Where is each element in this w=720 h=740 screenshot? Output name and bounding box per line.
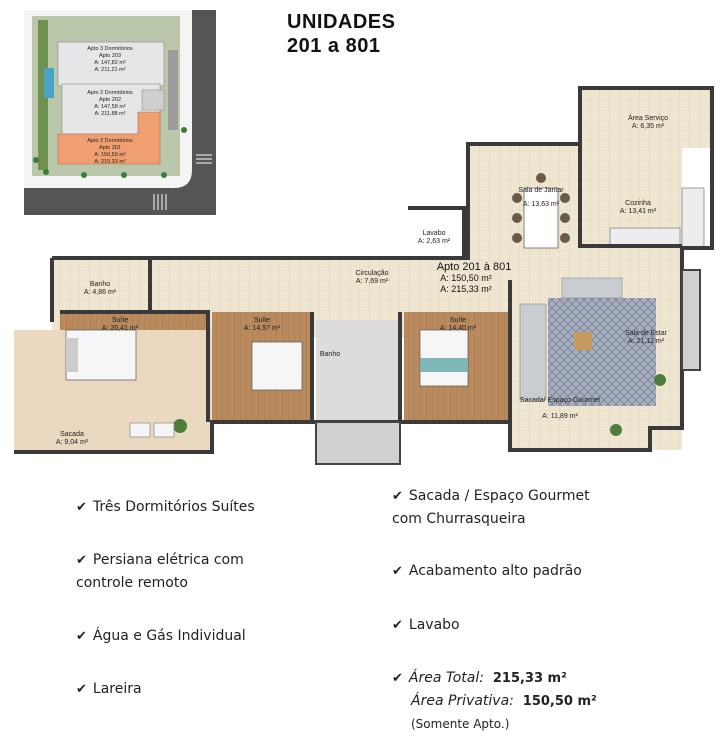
kitchen-island — [610, 228, 680, 246]
feature-gourmet — [392, 485, 590, 530]
feature-lavabo-text: Lavabo — [408, 617, 460, 633]
room-suite-1-area: A: 20,41 m² — [101, 325, 139, 332]
dining-table — [524, 188, 558, 248]
room-kitchen-name: Cozinha — [625, 200, 651, 207]
title-line-2: 201 a 801 — [287, 35, 381, 57]
check-icon: ✔ — [392, 489, 403, 504]
feature-blinds-line-1: Persiana elétrica com — [92, 552, 244, 568]
floor-plan-drawing — [0, 80, 720, 470]
unit-201-name: Apto 3 Dormitórios — [87, 138, 133, 144]
feature-blinds-line-2: controle remoto — [76, 575, 188, 591]
area-private-label: Área Privativa: — [411, 693, 514, 709]
room-lavabo-name: Lavabo — [422, 230, 446, 237]
unit-203-apt: Apto 203 — [98, 53, 122, 59]
room-suite-3-name: Suíte — [449, 317, 467, 324]
check-icon: ✔ — [392, 564, 403, 579]
room-lavabo-area: A: 2,63 m² — [417, 238, 451, 245]
feature-finishing — [392, 560, 582, 583]
bed-suite-1-pillow — [66, 338, 78, 372]
living-sofa-top — [562, 278, 622, 298]
room-service-name: Área Serviço — [627, 115, 669, 122]
check-icon: ✔ — [76, 682, 87, 697]
balcony-chair-1 — [130, 423, 150, 437]
unit-201-area1: A: 150,50 m² — [94, 152, 126, 158]
bed-suite-3-blanket — [420, 358, 468, 372]
check-icon: ✔ — [76, 629, 87, 644]
check-icon: ✔ — [392, 671, 403, 686]
balcony-chair-2 — [154, 423, 174, 437]
page-title — [287, 10, 395, 58]
room-gourmet-name: Sacada/ Espaço Gourmet — [519, 397, 601, 404]
living-sofa — [520, 304, 546, 400]
room-suite-2-name: Suíte — [253, 317, 271, 324]
room-suite-2-area: A: 14,57 m² — [243, 325, 281, 332]
room-circulation-name: Circulação — [355, 270, 389, 277]
feature-area — [392, 667, 597, 735]
room-gourmet-area: A: 11,89 m² — [542, 413, 578, 420]
feature-gourmet-line-2: com Churrasqueira — [392, 511, 526, 527]
feature-suites — [76, 496, 255, 519]
check-icon: ✔ — [392, 618, 403, 633]
floor-baths — [316, 320, 400, 420]
unit-202-area1: A: 147,58 m² — [94, 104, 126, 110]
unit-201-apt: Apto 201 — [98, 145, 122, 151]
room-suite-1-name: Suíte — [111, 317, 129, 324]
unit-area-total: A: 215,33 m² — [440, 284, 492, 294]
feature-finishing-text: Acabamento alto padrão — [408, 563, 582, 579]
feature-fireplace-text: Lareira — [92, 681, 142, 697]
window-balcony-small — [316, 422, 400, 464]
window-living — [682, 270, 700, 370]
room-dining-name: Sala de Jantar — [518, 187, 564, 194]
feature-lavabo — [392, 614, 460, 637]
feature-water-gas-text: Água e Gás Individual — [92, 628, 246, 644]
unit-203-name: Apto 3 Dormitórios — [87, 46, 133, 52]
room-bath-name: Banho — [89, 281, 111, 288]
area-total-value: 215,33 m² — [492, 671, 567, 686]
feature-suites-text: Três Dormitórios Suítes — [92, 499, 255, 515]
room-bath-2-name: Banho — [319, 351, 341, 358]
feature-gourmet-line-1: Sacada / Espaço Gourmet — [408, 488, 590, 504]
coffee-table — [574, 332, 592, 350]
title-line-1: UNIDADES — [287, 11, 396, 33]
floor-plan — [0, 80, 720, 470]
room-dining-area: A: 13,63 m² — [522, 201, 560, 208]
unit-202-name: Apto 3 Dormitórios — [87, 90, 133, 96]
kitchen-counter — [682, 188, 704, 248]
room-bath-area: A: 4,86 m² — [83, 289, 117, 296]
room-kitchen-area: A: 13,41 m² — [619, 208, 657, 215]
check-icon: ✔ — [76, 553, 87, 568]
room-living-name: Sala de Estar — [624, 330, 668, 337]
unit-202-apt: Apto 202 — [98, 97, 122, 103]
living-rug — [548, 298, 656, 406]
unit-title: Apto 201 à 801 — [436, 261, 512, 273]
room-balcony-area: A: 9,04 m² — [55, 439, 89, 446]
unit-202-area2: A: 211,88 m² — [94, 111, 126, 117]
area-total-label: Área Total: — [408, 670, 484, 686]
check-icon: ✔ — [76, 500, 87, 515]
unit-area-private: A: 150,50 m² — [440, 273, 492, 283]
area-private-value: 150,50 m² — [522, 694, 597, 709]
room-service-area: A: 6,35 m² — [631, 123, 665, 130]
feature-blinds — [76, 549, 244, 594]
bed-suite-2 — [252, 342, 302, 390]
feature-water-gas — [76, 625, 246, 648]
area-note: (Somente Apto.) — [411, 717, 510, 731]
room-circulation-area: A: 7,69 m² — [355, 278, 389, 285]
feature-fireplace — [76, 678, 142, 701]
room-balcony-name: Sacada — [60, 431, 84, 438]
unit-201-area2: A: 215,33 m² — [94, 159, 126, 165]
unit-203-area2: A: 211,21 m² — [94, 67, 126, 73]
room-living-area: A: 21,12 m² — [627, 338, 665, 345]
unit-203-area1: A: 147,82 m² — [94, 60, 126, 66]
room-suite-3-area: A: 14,40 m² — [439, 325, 477, 332]
